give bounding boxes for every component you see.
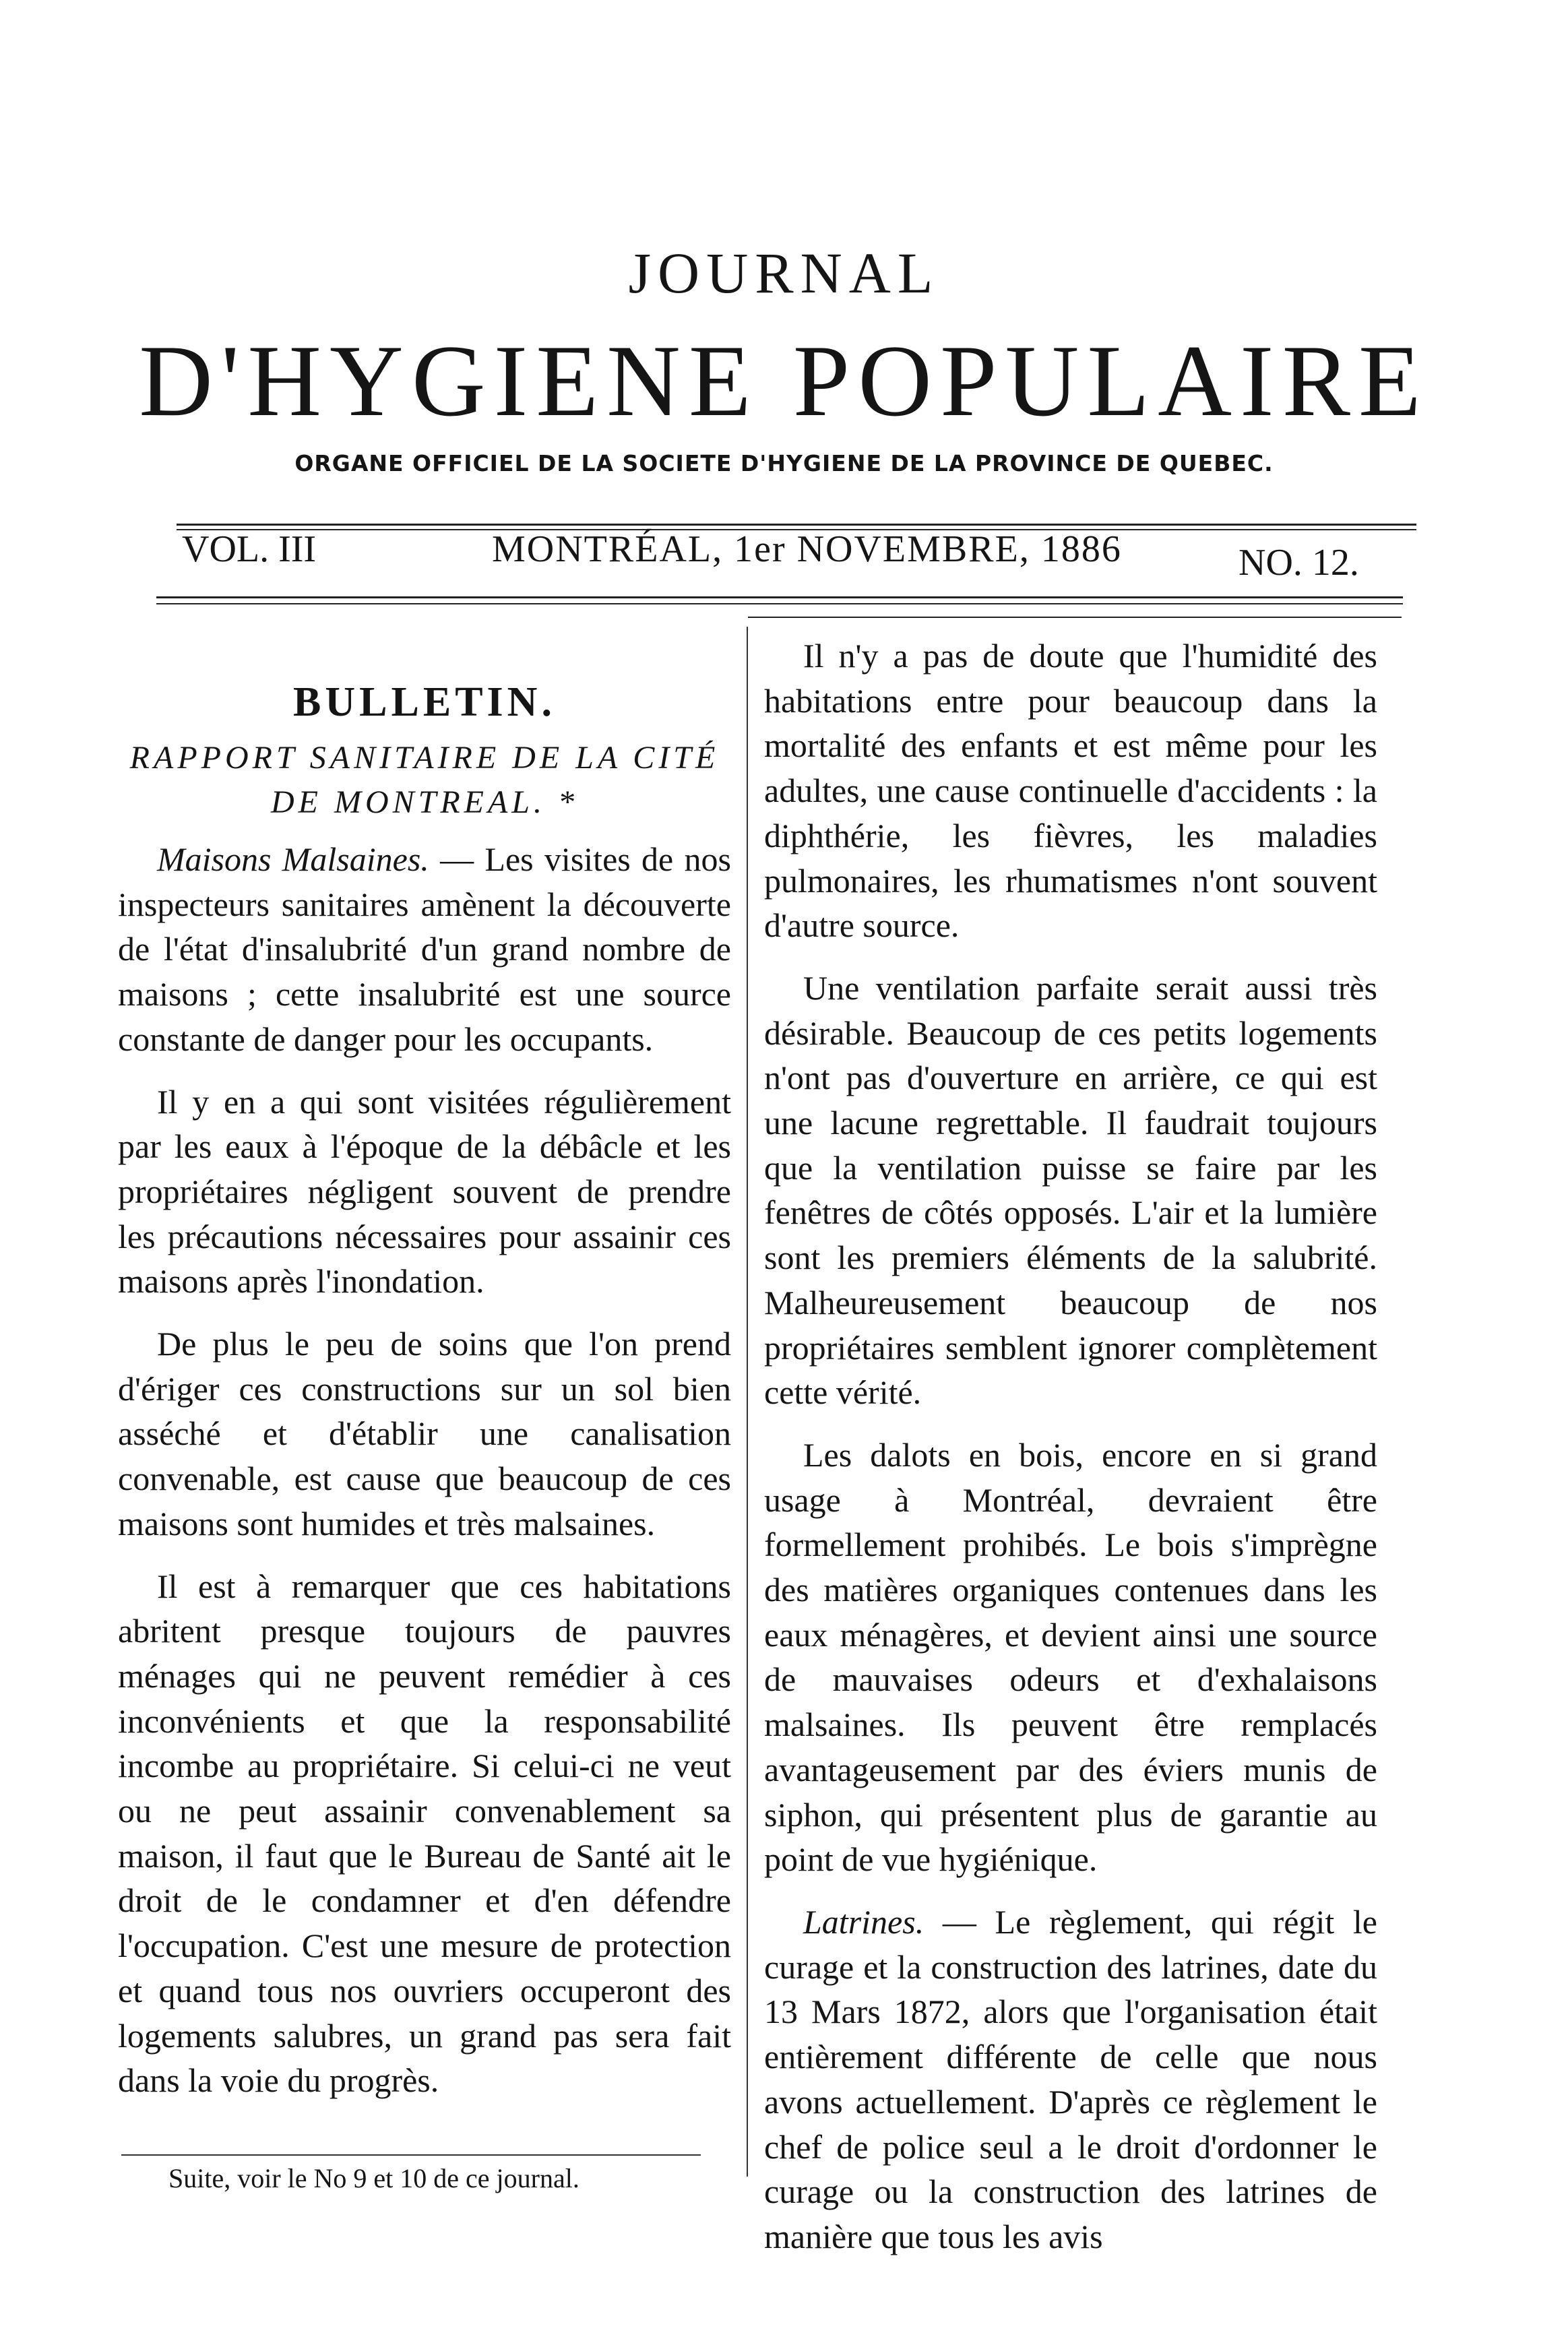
footnote-rule bbox=[121, 2154, 701, 2156]
right-column-top-rule bbox=[748, 617, 1402, 618]
journal-title: D'HYGIENE POPULAIRE bbox=[139, 324, 1429, 437]
latrines-text: — Le règlement, qui régit le curage et la construction des latrines, date du 13 Mars 1872, alors que l'organisation était entièrement différente de celle que nous avons actuellement. D'après ce règlement le chef de police seul a le droit d'ordonner le curage ou la construction des latrines de manière que tous les avis bbox=[764, 1902, 1377, 2255]
paragraph-4: Il est à remarquer que ces habitations abritent presque toujours de pauvres ménages qui ne peuvent remédier à ces inconvénients et que la responsabilité incombe au propriétaire. Si celui-ci ne veut ou ne peut assainir convenablement sa maison, il faut que le Bureau de Santé ait le droit de le condamner et d'en défendre l'occupation. C'est une mesure de protection et quand tous nos ouvriers occuperont des logements salubres, un grand pas sera fait dans la voie du progrès. bbox=[118, 1567, 731, 2100]
masthead-rule-bottom bbox=[156, 596, 1403, 598]
right-column bbox=[764, 633, 1377, 2277]
issue-place-date: MONTRÉAL, 1er NOVEMBRE, 1886 bbox=[492, 528, 1122, 570]
maisons-text: — Les visites de nos inspecteurs sanitaires amènent la découverte de l'état d'insalubrité d'un grand nombre de maisons ; cette insalubrité est une source constante de danger pour les occupants. bbox=[118, 840, 731, 1058]
latrines-label: Latrines. bbox=[803, 1902, 924, 1941]
masthead-rule-bottom-inner bbox=[156, 603, 1403, 604]
paragraph-humidite: Il n'y a pas de doute que l'humidité des habitations entre pour beaucoup dans la mortalité des enfants et est même pour les adultes, une cause continuelle d'accidents : la diphthérie, les fièvres, les maladies pulmonaires, les rhumatismes n'ont souvent d'autre source. bbox=[764, 637, 1377, 945]
bulletin-heading: BULLETIN. bbox=[293, 679, 556, 725]
column-divider bbox=[747, 627, 748, 2177]
issue-number: NO. 12. bbox=[1238, 542, 1359, 584]
footnote: Suite, voir le No 9 et 10 de ce journal. bbox=[168, 2163, 579, 2193]
journal-subtitle: ORGANE OFFICIEL DE LA SOCIETE D'HYGIENE DE LA PROVINCE DE QUEBEC. bbox=[294, 450, 1274, 476]
report-title: RAPPORT SANITAIRE DE LA CITÉ DE MONTREAL. * bbox=[129, 740, 720, 820]
paragraph-ventilation: Une ventilation parfaite serait aussi très désirable. Beaucoup de ces petits logements n'ont pas d'ouverture en arrière, ce qui est une lacune regrettable. Il faudrait toujours que la ventilation puisse se faire par les fenêtres de côtés opposés. L'air et la lumière sont les premiers éléments de la salubrité. Malheureusement beaucoup de nos propriétaires semblent ignorer complètement cette vérité. bbox=[764, 968, 1377, 1412]
paragraph-dalots: Les dalots en bois, encore en si grand usage à Montréal, devraient être formellement prohibés. Le bois s'imprègne des matières organiques contenues dans les eaux ménagères, et devient ainsi une source de mauvaises odeurs et d'exhalaisons malsaines. Ils peuvent être remplacés avantageusement par des éviers munis de siphon, qui présentent plus de garantie au point de vue hygiénique. bbox=[764, 1435, 1377, 1879]
paragraph-3: De plus le peu de soins que l'on prend d'ériger ces constructions sur un sol bien asséché et d'établir une canalisation convenable, est cause que beaucoup de ces maisons sont humides et très malsaines. bbox=[118, 1325, 731, 1542]
left-column bbox=[118, 675, 731, 2121]
maisons-label: Maisons Malsaines. bbox=[157, 840, 429, 878]
paragraph-latrines bbox=[764, 1900, 1377, 2259]
issue-volume: VOL. III bbox=[182, 528, 317, 570]
paragraph-maisons bbox=[118, 837, 731, 1062]
journal-label: JOURNAL bbox=[628, 241, 940, 305]
paragraph-2: Il y en a qui sont visitées régulièrement par les eaux à l'époque de la débâcle et les propriétaires négligent souvent de prendre les précautions nécessaires pour assainir ces maisons après l'inondation. bbox=[118, 1082, 731, 1301]
